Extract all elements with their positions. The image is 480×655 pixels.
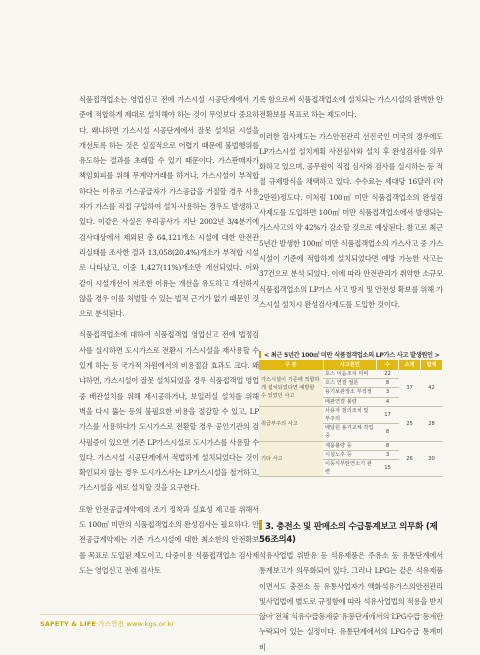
table-row [259,370,443,379]
left-column [79,92,259,578]
accent-bar [259,351,261,358]
section-heading [259,520,443,547]
column-header: 사고원인 [323,360,377,370]
table-row [259,406,443,423]
paragraph: 이러한 검사제도는 가스안전관리 선진국인 미국의 경우에도 LP가스시설 설치계획 사전심사와 설치 후 완성검사를 의무화하고 있으며, 공무원이 직접 심사와 검사를 실시하는 등 적절 규제방식을 채택하고 있다. 수수료는 세대당 16달러 (약 2만원)정도다. 이처럼 100㎡ 미만 식품접객업소의 완성검사제도를 도입하면 100㎡ 미만 식품접객업소에서 발생되는 가스사고의 약 42%가 감소할 것으로 예상된다. 참고로 최근 5년간 발생한 100㎡ 미만 식품접객업소의 가스사고 중 가스시설이 기준에 적합하게 설치되었다면 예방 가능한 사고는 37건으로 분석 되었다. 이에 따라 안전관리가 취약한 소규모 식품접객업소의 LP가스 사고 방지 및 안전성 확보를 위해 가스시설 설치시 완성검사제도를 도입한 것이다. [259,131,443,309]
column-header: 수 [377,360,399,370]
cause-cell: 사용자 점의조치 및 부주의 [323,406,377,423]
footer-site: 가스안전 [98,620,125,628]
cause-group-cell: 취급부주의 사고 [259,406,323,441]
paragraph: 록 함으로써 식품접객업소에 설치되는 가스시설의 완벽한 안전확보를 목표로 하는 제도이다. [259,95,443,120]
column-header: 소계 [399,360,421,370]
count-cell: 8 [377,441,399,450]
cause-cell: 호스 이음조치 미비 [323,370,377,379]
count-cell: 8 [377,424,399,441]
paragraph: 또한 안전공급계약제의 조기 정착과 실효성 제고를 위해서도 100㎡ 미만의 식품접객업소의 완성검사는 필요하다. 안전공급계약제는 기존 가스시설에 대한 최소한의 안전확보를 목표로 도입된 제도이고, 다중이용 식품접객업소 검사제도는 영업신고 전에 검사토 [79,504,259,575]
footer-brand: SAFETY & LIFE [40,620,96,628]
column-header: 합계 [421,360,443,370]
count-cell: 17 [377,406,399,423]
table-title [259,350,443,359]
section-heading-text: 3. 충전소 및 판매소의 수급통계보고 의무화 (제56조의4) [259,522,438,545]
cause-group-cell: 기타 사고 [259,441,323,477]
footer-url[interactable]: www.kgs.or.kr [126,620,175,628]
cause-cell: 제품불량 등 [323,441,377,450]
total-cell: 42 [421,370,443,406]
subtotal-cell: 25 [399,406,421,441]
count-cell: 22 [377,370,399,379]
paragraph: 식품접객업소에 대하여 식품접객업 영업신고 전에 법정검사를 실시하면 도시가스로 전환시 가스시설을 재사용할 수 있게 하는 등 국가적 차원에서의 비용절감 효과도 크다. 왜냐하면, 가스시설이 잘못 설치되었을 경우 식품접객업 영업 중 배관설치를 위해 재시공하거나, 보일러실 설치를 위해 벽을 다시 뚫는 등의 불필요한 비용을 절감할 수 있고, LP가스를 사용하다가 도시가스로 전환할 경우 공인기관의 검사필증이 있으면 기존 LP가스시설로 도시가스를 사용할 수 있다. 가스시설 시공단계에서 적법하게 설치되었다는 것이 확인되지 않는 경우 도시가스사는 LP가스시설을 철거하고, 가스시설을 새로 설치할 것을 요구한다. [79,330,259,493]
subtotal-cell: 26 [399,441,421,477]
footer-dot: · [95,620,99,628]
cause-cell: 이동식부탄연소기 관련 [323,460,377,477]
cause-cell: 배달원 용기교체 작업중 [323,424,377,441]
accent-bar [259,520,262,530]
right-column [259,92,443,312]
cause-cell: 시설노후 등 [323,450,377,459]
cause-cell: 배관연결 불량 [323,397,377,406]
count-cell: 15 [377,460,399,477]
subtotal-cell: 37 [399,370,421,406]
accident-cause-table [259,360,443,477]
cause-cell: 용기보관장소 부적정 [323,388,377,397]
count-cell: 3 [377,450,399,459]
table-header-row [259,360,443,370]
paragraph: 식품접객업소는 영업신고 전에 가스시설 시공단계에서 기준에 적합하게 제대로 설치해야 하는 것이 무엇보다 중요하다. 왜냐하면 가스시설 시공단계에서 잘못 설치된 시설을 개선토록 하는 것은 실질적으로 어렵기 때문에 불법행위를 유도하는 결과를 초래할 수 있기 때문이다. 가스판매자가 책임회피를 위해 무계약거래를 하거나, 가스시설이 부적합하다는 이유로 가스공급자가 가스공급을 거절할 경우 사용자가 가스를 직접 구입하여 설치·사용하는 경우도 발생하고 있다. 이같은 사실은 우리공사가 지난 2002년 3/4분기에 검사대상에서 제외된 총 64,121개소 시설에 대한 안전관리실태를 조사한 결과 13,058(20.4%)개소가 부적합 시설로 나타났고, 이중 1,427(11%)개소만 개선되었다. 이와 같이 시설개선이 저조한 이유는 개선을 유도하고 개선하지 않을 경우 이를 처벌할 수 있는 법적 근거가 없기 때문인 것으로 분석된다. [79,95,259,319]
page-footer [40,619,174,628]
footer-divider [40,614,443,615]
count-cell: 4 [377,397,399,406]
table-row [259,441,443,450]
count-cell: 3 [377,388,399,397]
section-body: 석유사업법 위반유 등 석유제품은 주유소 등 유통단계에서 통계보고가 의무화되어 있다. 그러나 LPG는 같은 석유제품이면서도 충전소 등 유통사업자가 액화석유가스의안전관리및사업법에 별도로 규정함에 따라 석유사업법의 적용을 받지 않아 전체 석유수급통계중 유통단계에서의 LPG수급 통계만 누락되어 있는 실정이다. 유통단계에서의 LPG수급 통계미비 [259,551,443,652]
cause-cell: 호스 연결 절분 [323,379,377,388]
table-title-text: < 최근 5년간 100㎡ 미만 식품접객업소의 LP가스 사고 발생원인 > [264,352,440,359]
total-cell: 28 [421,406,443,441]
count-cell: 8 [377,379,399,388]
cause-group-cell: 가스시설이 기준에 적합하게 설치되었다면 예방할 수 있었던 사고 [259,370,323,406]
total-cell: 30 [421,441,443,477]
column-header: 구 분 [259,360,323,370]
